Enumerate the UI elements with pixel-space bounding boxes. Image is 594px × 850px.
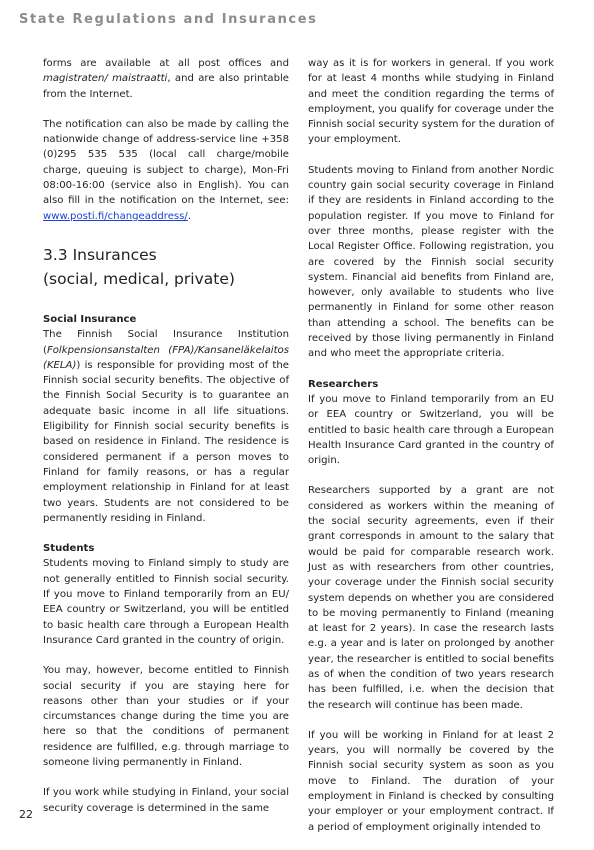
- right-column: [308, 56, 554, 850]
- paragraph-nordic-students: Students moving to Finland from another Nordic country gain social security coverage in Finland if they are residents in Finland according to the population register. If you move to Finland for over three months, please register with the Local Register Office. Following registration, you are covered by the Finnish social security system. Financial aid benefits from Finland are, however, only available to students who live permanently in Finland for some other reason than attending a school. The benefits can be received by those living permanently in Finland and who meet the appropriate criteria.: [308, 164, 554, 360]
- paragraph-text: If you move to Finland temporarily from an EU or EEA country or Switzerland, you will be entitled to basic health care through a European Health Insurance Card granted in the country of origin.: [308, 393, 554, 467]
- paragraph-researchers-2: Researchers supported by a grant are not considered as workers within the meaning of the social security agreements, even if their grant corresponds in amount to the salary that would be paid for comparable research work. Just as with researchers from other countries, your coverage under the Finnish social security system depends on whether you are considered to be moving permanently to Finland (meaning at least for 2 years). In case the research lasts e.g. a year and is later on prolonged by another year, the researcher is entitled to social benefits as of when the condition of two years research has been fulfilled, i.e. when the decision that the research will continue has been made.: [308, 485, 554, 711]
- paragraph-forms: [43, 56, 289, 102]
- running-header: State Regulations and Insurances: [19, 12, 318, 27]
- office-name-italic: magistraten/ maistraatti: [43, 73, 168, 85]
- subheading-social-insurance: Social Insurance: [43, 313, 137, 325]
- paragraph-text: forms are available at all post offices and: [43, 58, 289, 69]
- paragraph-researchers-3: If you will be working in Finland for at least 2 years, you will normally be covered by the Finnish social security system as soon as you move to Finland. The duration of your employment in Finland is checked by consulting your employer or your employment contract. If a period of employment originally intended to: [308, 729, 554, 833]
- subheading-students: Students: [43, 543, 95, 555]
- paragraph-work-coverage: way as it is for workers in general. If you work for at least 4 months while studying in Finland and meet the condition regarding the terms of employment, you qualify for coverage under the Finnish social security system for the duration of your employment.: [308, 58, 554, 146]
- page-number: 22: [19, 808, 33, 821]
- section-title: [43, 243, 289, 291]
- paragraph-text: .: [187, 210, 192, 222]
- paragraph-students-3: If you work while studying in Finland, your social security coverage is determined in the same: [43, 787, 289, 814]
- section-title-line2: (social, medical, private): [43, 269, 235, 288]
- paragraph-researchers-1: [308, 377, 554, 469]
- left-column: [43, 56, 289, 831]
- paragraph-notification: [43, 117, 289, 224]
- paragraph-text: , and are also printable from the Internet.: [43, 73, 289, 100]
- paragraph-students-2: You may, however, become entitled to Finnish social security if you are staying here for reasons other than your studies or if your circumstances change during the time you are here so that the conditions of permanent residence are fulfilled, e.g. through marriage to someone living permanently in Finland.: [43, 665, 289, 768]
- paragraph-social-insurance: [43, 312, 289, 526]
- paragraph-text: The Finnish Social Insurance Institution (: [43, 329, 289, 356]
- subheading-researchers: Researchers: [308, 378, 379, 390]
- institution-name-italic: Folkpensionsanstalten (FPA)/Kansaneläkelaitos (KELA): [43, 344, 289, 371]
- posti-link[interactable]: www.posti.fi/changeaddress/: [43, 210, 188, 222]
- paragraph-text: Students moving to Finland simply to study are not generally entitled to Finnish social security. If you move to Finland temporarily from an EU/ EEA country or Switzerland, you will be entitled to basic health care through a European Health Insurance Card granted in the country of origin.: [43, 558, 289, 646]
- paragraph-text: ) is responsible for providing most of the Finnish social security benefits. The objective of the Finnish Social Security is to guarantee an adequate basic income in all life situations. Eligibility for Finnish social security benefits is based on residence in Finland. The residence is considered permanent if a person moves to Finland for family reasons, or has a regular employment relationship in Finland for at least two years. Students are not considered to be permanently residing in Finland.: [43, 359, 289, 524]
- paragraph-students-1: [43, 541, 289, 648]
- paragraph-text: The notification can also be made by calling the nationwide change of address-service line +358 (0)295 535 535 (local call charge/mobile charge, queuing is subject to charge), Mon-Fri 08:00-16:00 (service also in English). You can also fill in the notification on the Internet, see:: [43, 118, 289, 207]
- section-title-line1: 3.3 Insurances: [43, 245, 157, 264]
